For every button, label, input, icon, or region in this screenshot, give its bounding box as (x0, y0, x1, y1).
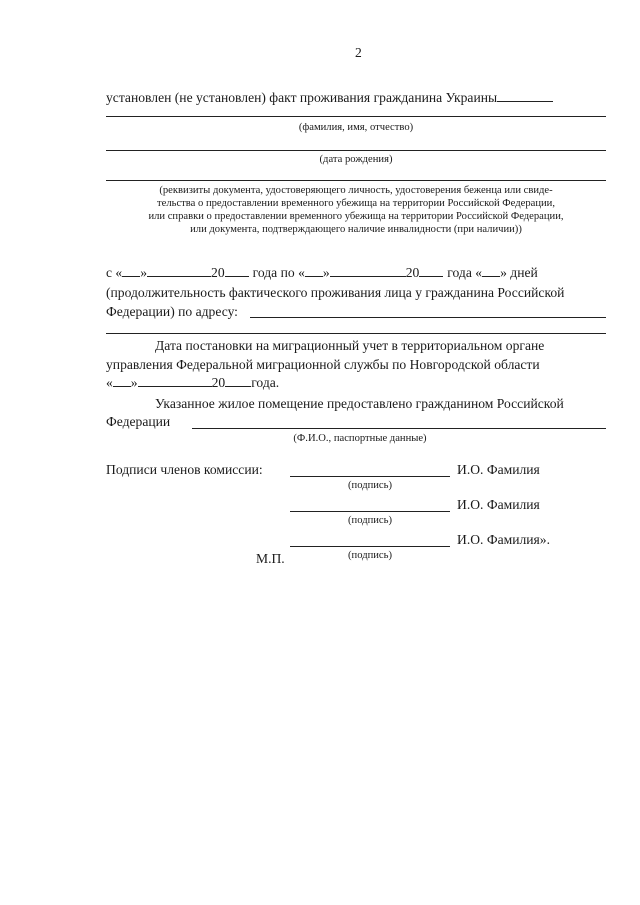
blank-month-from (147, 264, 211, 277)
blank-reg-month (138, 374, 212, 387)
period-address-label: Федерации) по адресу: (106, 304, 238, 319)
blank-days (482, 264, 500, 277)
residence-fact-text (106, 89, 553, 106)
registration-line-2: управления Федеральной миграционной службы по Новгородской области (106, 357, 540, 372)
docs-caption-line: тельства о предоставлении временного убежища на территории Российской Федерации, (157, 198, 555, 209)
period-line-2: (продолжительность фактического проживания лица у гражданина Российской (106, 285, 565, 300)
signature-line-1 (290, 476, 450, 477)
blank-reg-day (113, 374, 131, 387)
blank-year-from (225, 264, 249, 277)
period-text: с « (106, 265, 123, 280)
period-text: » дней (500, 265, 538, 280)
period-text: года « (447, 265, 483, 280)
blank-day-to (305, 264, 323, 277)
registration-date-text: » (130, 375, 138, 390)
registration-date-text: 20 (211, 375, 226, 390)
signatures-label: Подписи членов комиссии: (106, 462, 263, 477)
docs-caption-line: (реквизиты документа, удостоверяющего личность, удостоверения беженца или свиде- (159, 185, 553, 196)
registration-date-text: года. (251, 375, 280, 390)
docs-caption (106, 184, 606, 236)
address-line-1 (250, 317, 606, 318)
signature-line-3 (290, 546, 450, 547)
registration-date-text: « (106, 375, 113, 390)
dob-line (106, 150, 606, 151)
registration-line-1: Дата постановки на миграционный учет в территориальном органе (155, 338, 545, 353)
housing-line-2-label: Федерации (106, 414, 171, 429)
signatory-name-2: И.О. Фамилия (457, 497, 540, 512)
blank-day-from (122, 264, 140, 277)
period-text: года по « (252, 265, 305, 280)
stamp-label: М.П. (256, 551, 285, 566)
signature-caption-1: (подпись) (348, 480, 392, 491)
blank-month-to (330, 264, 406, 277)
period-text: 20 (405, 265, 420, 280)
signatory-name-3: И.О. Фамилия». (457, 532, 550, 547)
housing-caption: (Ф.И.О., паспортные данные) (293, 433, 427, 444)
registration-date (106, 374, 279, 391)
period-text: » (140, 265, 148, 280)
fio-line (106, 116, 606, 117)
residence-fact-label: установлен (не установлен) факт проживания гражданина Украины (106, 90, 498, 105)
blank-year-to (419, 264, 443, 277)
address-line-2 (106, 333, 606, 334)
period-line-1 (106, 264, 538, 281)
docs-caption-line: или документа, подтверждающего наличие инвалидности (при наличии)) (190, 224, 522, 235)
signature-line-2 (290, 511, 450, 512)
signatory-name-1: И.О. Фамилия (457, 462, 540, 477)
signature-caption-3: (подпись) (348, 550, 392, 561)
period-text: » (322, 265, 330, 280)
period-text: 20 (211, 265, 225, 280)
docs-caption-line: или справки о предоставлении временного убежища на территории Российской Федерации, (148, 211, 564, 222)
housing-fio-line (192, 428, 606, 429)
blank-fact-end (497, 89, 553, 102)
dob-caption: (дата рождения) (319, 154, 393, 165)
fio-caption: (фамилия, имя, отчество) (298, 122, 414, 133)
docs-line (106, 180, 606, 181)
housing-line-1: Указанное жилое помещение предоставлено гражданином Российской (155, 396, 564, 411)
signature-caption-2: (подпись) (348, 515, 392, 526)
blank-reg-year (225, 374, 251, 387)
page-number: 2 (355, 45, 362, 60)
